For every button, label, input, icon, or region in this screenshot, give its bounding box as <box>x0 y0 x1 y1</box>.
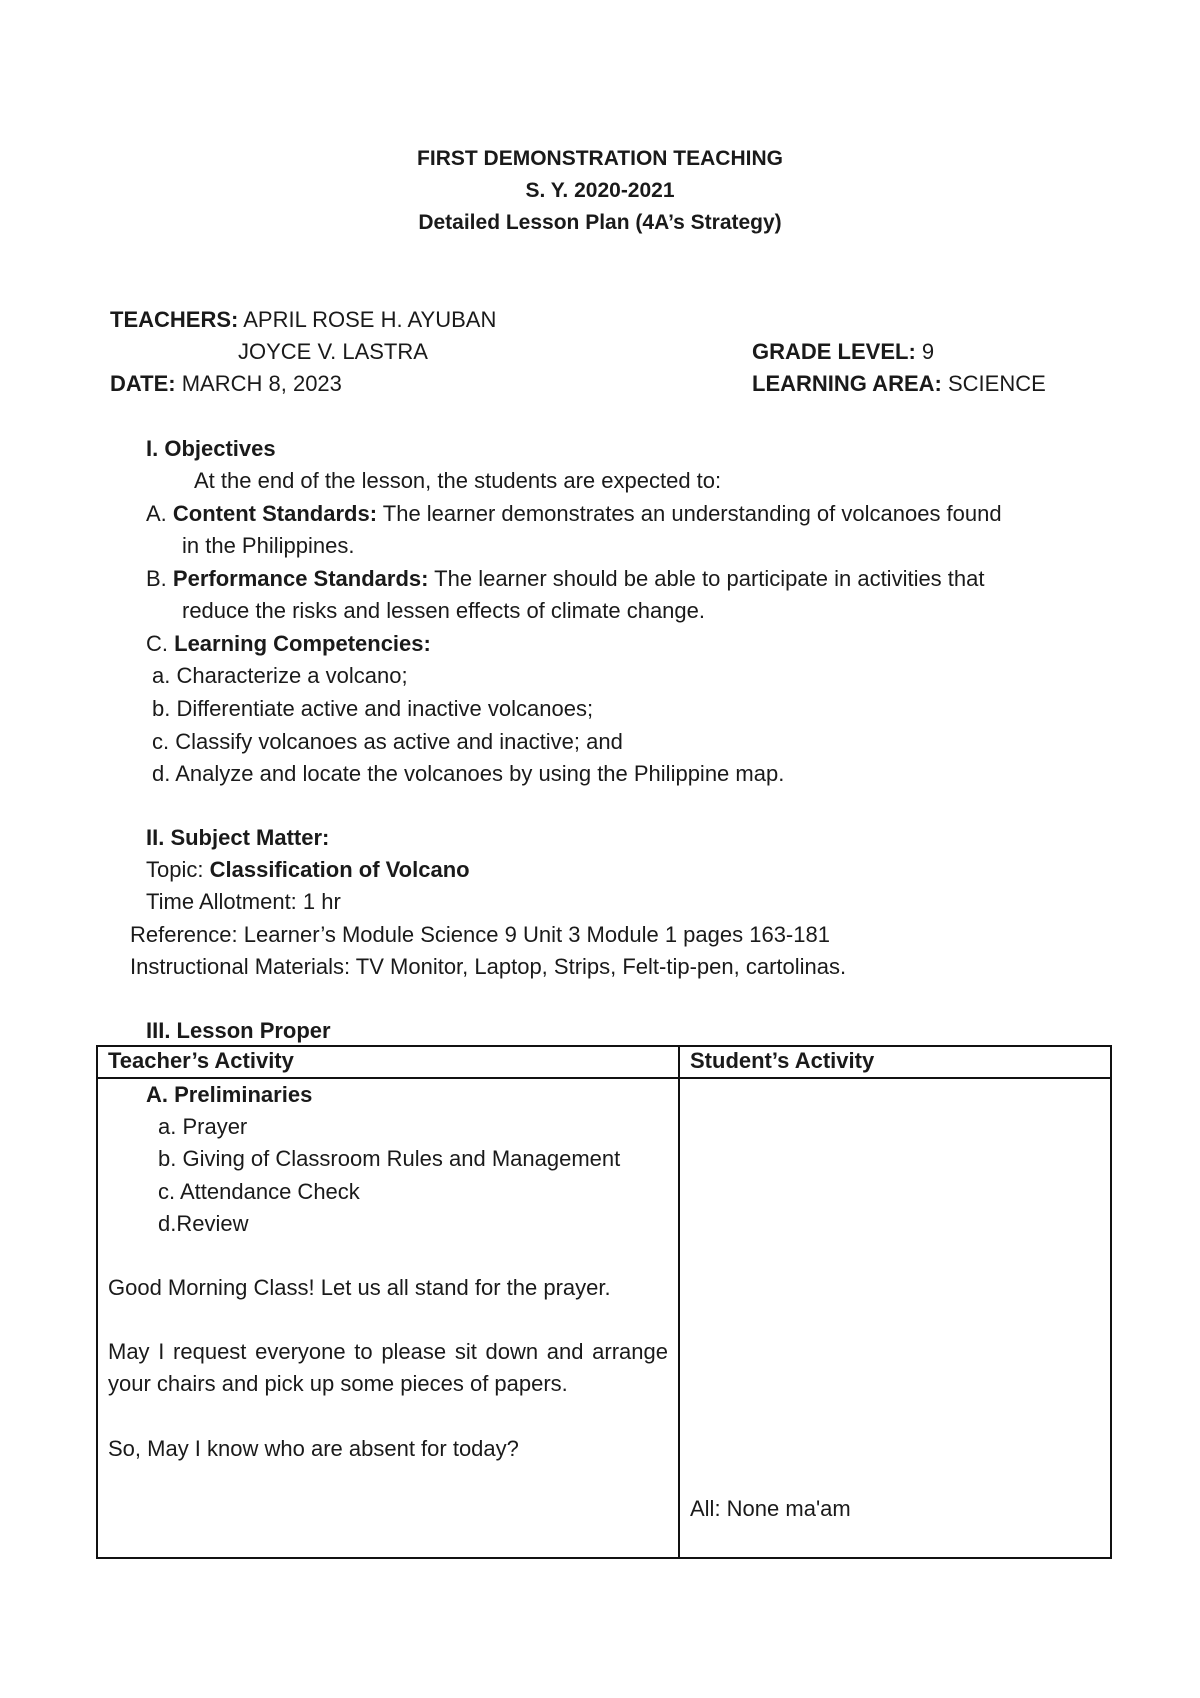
student-activity-cell <box>679 1078 1111 1558</box>
date-line <box>110 371 342 397</box>
preliminary-item: a. Prayer <box>158 1114 248 1140</box>
content-standards-prefix: A. <box>146 501 167 526</box>
content-standards-text: The learner demonstrates an understanding of volcanoes found <box>382 501 1002 526</box>
learning-area-label: LEARNING AREA: <box>752 371 942 396</box>
performance-standards-prefix: B. <box>146 566 167 591</box>
preliminary-item: c. Attendance Check <box>158 1178 360 1204</box>
learning-competencies-label: Learning Competencies: <box>174 631 431 656</box>
teacher-activity-header: Teacher’s Activity <box>97 1046 679 1078</box>
objectives-intro: At the end of the lesson, the students are expected to: <box>194 468 722 493</box>
learning-competencies <box>146 631 431 657</box>
reference: Reference: Learner’s Module Science 9 Unit 3 Module 1 pages 163-181 <box>130 922 830 947</box>
competency-item: d. Analyze and locate the volcanoes by using the Philippine map. <box>152 761 785 786</box>
date-value: MARCH 8, 2023 <box>181 371 342 396</box>
document-subtitle: Detailed Lesson Plan (4A’s Strategy) <box>418 211 782 234</box>
spacer <box>108 1401 668 1433</box>
competency-item: c. Classify volcanoes as active and inactive; and <box>152 729 623 754</box>
grade-level-label: GRADE LEVEL: <box>752 339 916 364</box>
table-row <box>97 1078 1111 1558</box>
content-standards-label: Content Standards: <box>172 501 378 526</box>
spacer <box>108 1304 668 1336</box>
content-standards-text-cont: in the Philippines. <box>182 533 355 558</box>
topic-label: Topic: <box>146 857 204 882</box>
performance-standards-text-cont: reduce the risks and lessen effects of climate change. <box>182 598 705 623</box>
learning-area-line <box>752 371 1046 397</box>
subject-matter-heading: II. Subject Matter: <box>146 825 330 850</box>
teacher-2: JOYCE V. LASTRA <box>238 339 428 364</box>
date-label: DATE: <box>110 371 176 396</box>
instructional-materials: Instructional Materials: TV Monitor, Laptop, Strips, Felt-tip-pen, cartolinas. <box>130 954 847 979</box>
competency-item: a. Characterize a volcano; <box>152 663 408 688</box>
objectives-heading: I. Objectives <box>146 436 276 461</box>
performance-standards-text: The learner should be able to participate in activities that <box>434 566 985 591</box>
teacher-1: APRIL ROSE H. AYUBAN <box>243 307 497 332</box>
content-standards <box>146 501 1002 527</box>
topic-value: Classification of Volcano <box>209 857 470 882</box>
teachers-line <box>110 307 496 333</box>
performance-standards-label: Performance Standards: <box>172 566 429 591</box>
lesson-proper-table <box>96 1045 1112 1559</box>
teacher-paragraph: So, May I know who are absent for today? <box>108 1435 519 1461</box>
spacer <box>108 1240 668 1272</box>
preliminary-item: b. Giving of Classroom Rules and Management <box>158 1146 621 1172</box>
preliminaries-heading: A. Preliminaries <box>146 1082 313 1107</box>
student-activity-content <box>690 1079 1100 1557</box>
competency-item: b. Differentiate active and inactive volcanoes; <box>152 696 594 721</box>
grade-level-value: 9 <box>921 339 935 364</box>
student-activity-header: Student’s Activity <box>679 1046 1111 1078</box>
time-allotment: Time Allotment: 1 hr <box>146 889 341 914</box>
learning-competencies-prefix: C. <box>146 631 168 656</box>
performance-standards <box>146 566 985 592</box>
learning-area-value: SCIENCE <box>947 371 1046 396</box>
student-response: All: None ma'am <box>690 1496 851 1521</box>
document-title: FIRST DEMONSTRATION TEACHING <box>417 147 783 170</box>
lesson-proper-heading: III. Lesson Proper <box>146 1018 331 1043</box>
teacher-paragraph: Good Morning Class! Let us all stand for the prayer. <box>108 1275 611 1301</box>
teacher-activity-cell <box>97 1078 679 1558</box>
school-year: S. Y. 2020-2021 <box>525 179 675 202</box>
teacher-paragraph: May I request everyone to please sit down and arrange your chairs and pick up some pieces of papers. <box>108 1339 668 1397</box>
teachers-label: TEACHERS: <box>110 307 239 332</box>
preliminary-item: d.Review <box>158 1210 249 1236</box>
grade-level-line <box>752 339 934 365</box>
topic-line <box>146 857 470 883</box>
table-header-row <box>97 1046 1111 1078</box>
